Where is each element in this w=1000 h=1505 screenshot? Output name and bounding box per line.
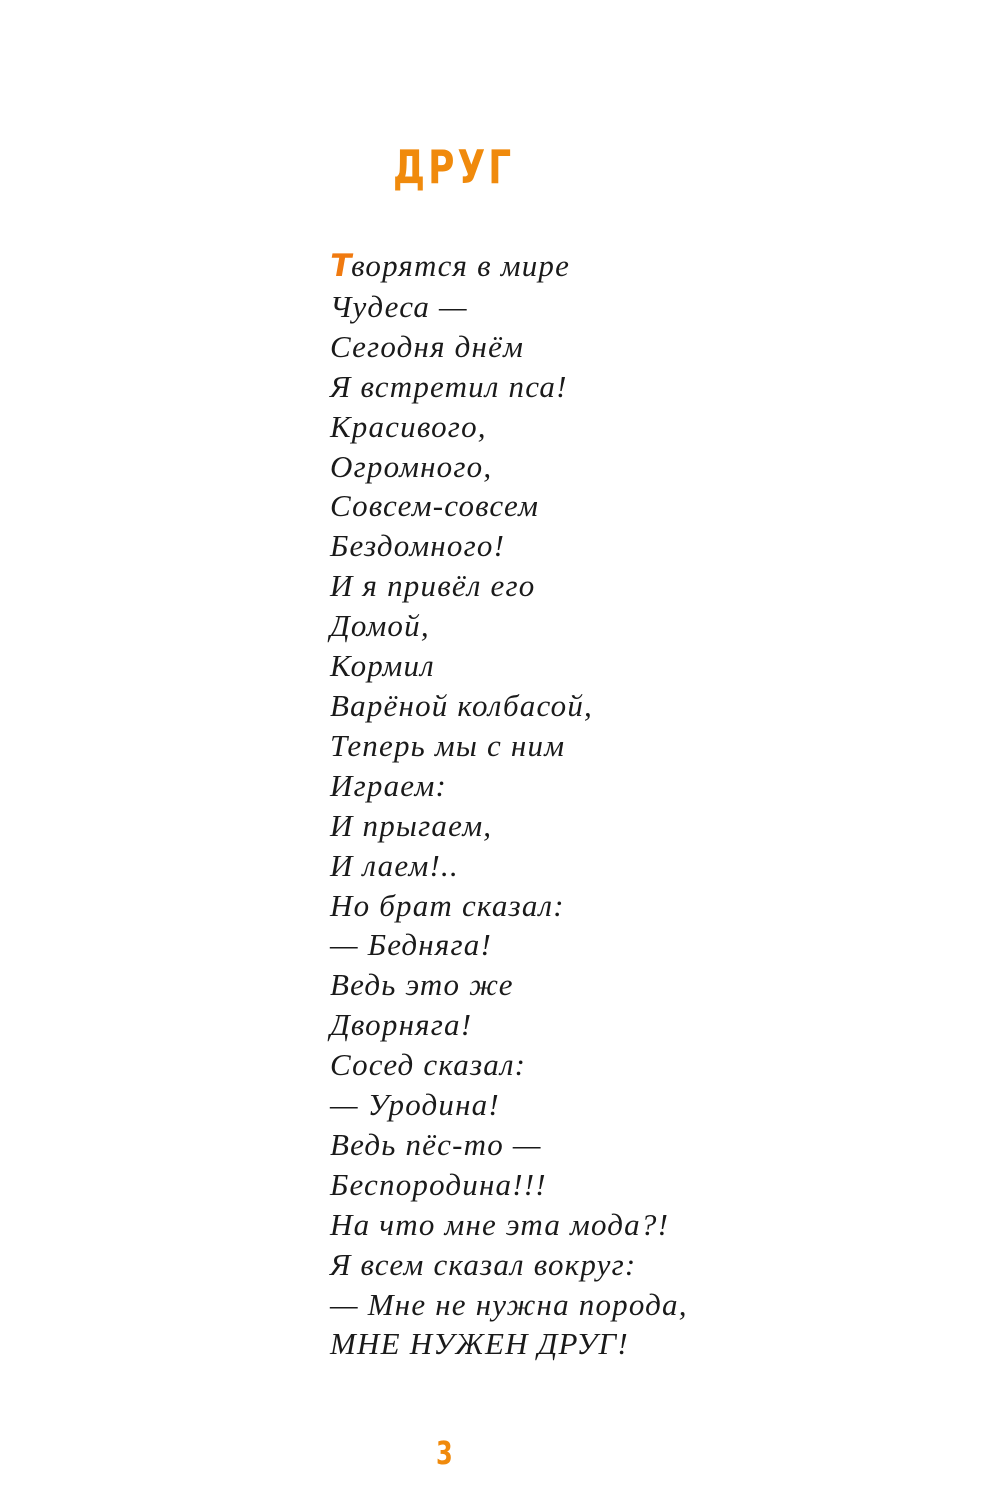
poem-line: И лаем!..: [330, 847, 459, 883]
poem-line: Кормил: [330, 648, 435, 684]
poem-line-1: [326, 246, 688, 287]
poem-line: Беспородина!!!: [330, 1166, 547, 1202]
poem-line: И я привёл его: [330, 568, 536, 604]
poem-line: Играем:: [330, 767, 447, 803]
poem-line: Совсем-совсем: [330, 488, 540, 524]
poem-line: Я всем сказал вокруг:: [330, 1246, 637, 1282]
poem-line: На что мне эта мода?!: [330, 1206, 670, 1242]
poem-line: Варёной колбасой,: [330, 687, 593, 723]
poem-line: — Уродина!: [330, 1087, 500, 1123]
poem-line: Сегодня днём: [330, 328, 525, 364]
poem-line: Домой,: [330, 608, 430, 644]
poem-line: — Бедняга!: [330, 927, 492, 963]
poem-line: И прыгаем,: [330, 807, 493, 843]
poem-line: Красивого,: [330, 408, 487, 444]
poem-line: Сосед сказал:: [330, 1047, 527, 1083]
poem-title: ДРУГ: [393, 140, 515, 194]
poem-line: Теперь мы с ним: [330, 727, 566, 763]
drop-cap: Т: [326, 248, 355, 284]
poem-line: Ведь это же: [330, 967, 514, 1003]
page-number: 3: [436, 1434, 453, 1472]
poem-line-1-text: ворятся в мире: [351, 248, 571, 283]
poem-line: Ведь пёс-то —: [330, 1126, 542, 1162]
poem-body: [326, 246, 688, 1364]
poem-line: Дворняга!: [330, 1007, 473, 1043]
poem-line: — Мне не нужна порода,: [330, 1286, 688, 1322]
poem-line: МНЕ НУЖЕН ДРУГ!: [330, 1326, 629, 1362]
poem-line: Но брат сказал:: [330, 887, 565, 923]
poem-line: Я встретил пса!: [330, 368, 568, 404]
poem-line: Огромного,: [330, 448, 493, 484]
poem-line: Чудеса —: [330, 288, 468, 324]
poem-line: Бездомного!: [330, 528, 506, 564]
